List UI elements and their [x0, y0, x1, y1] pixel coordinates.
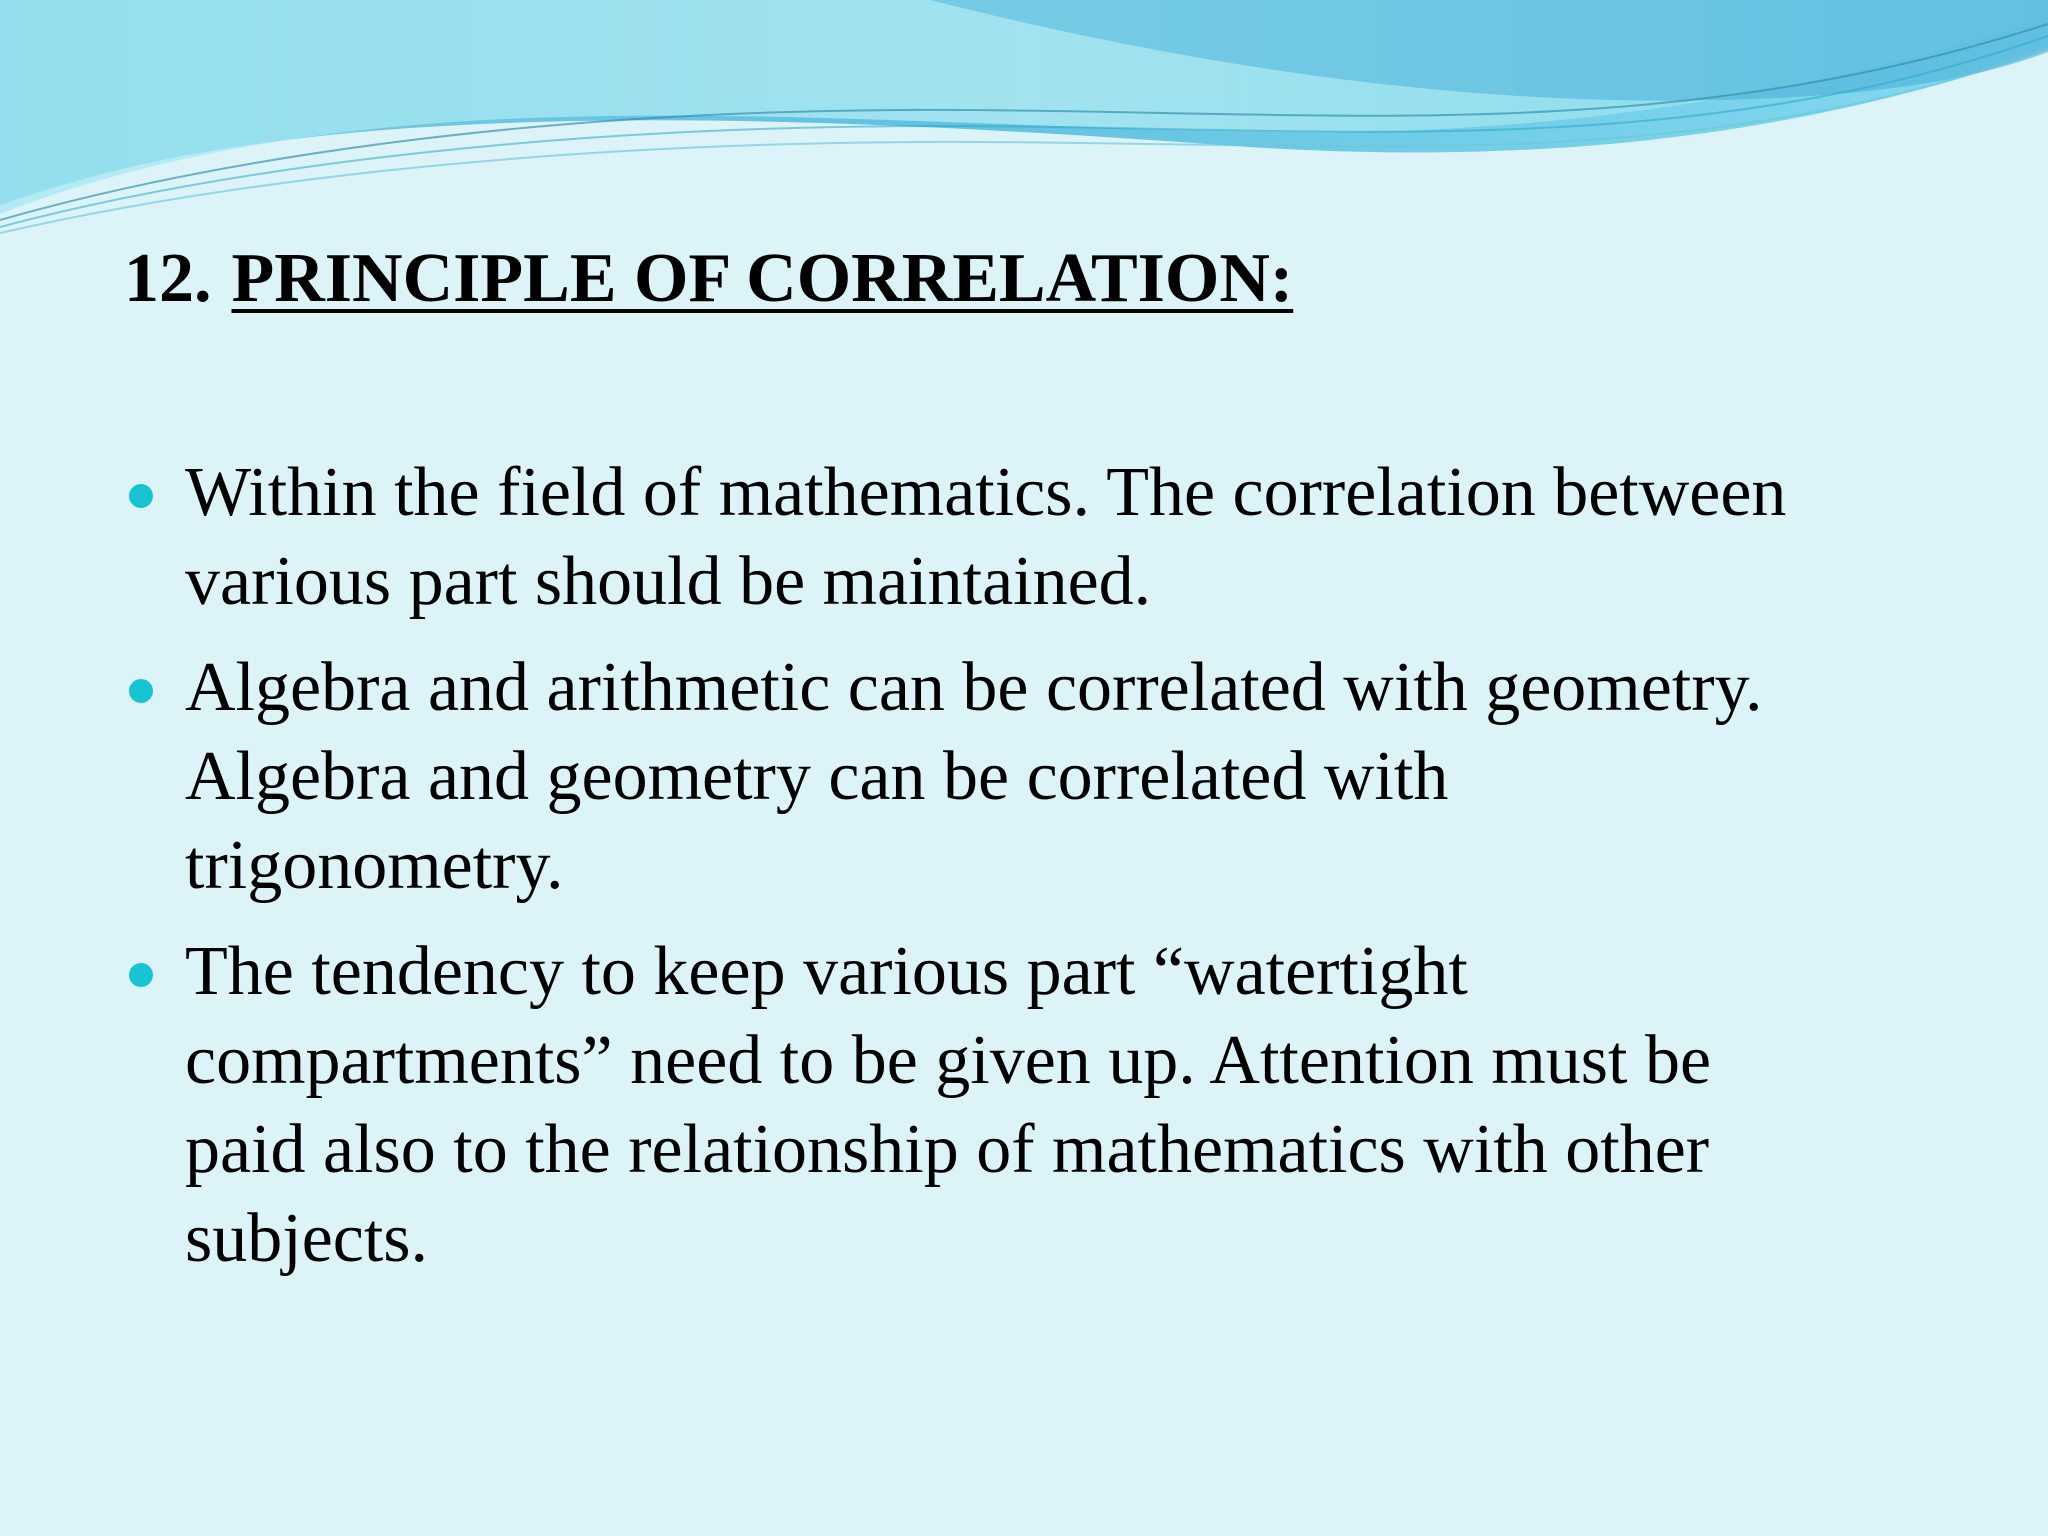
- bullet-item-1: [0, 448, 2048, 626]
- bullet-item-3: [0, 927, 2048, 1283]
- bullet-dot-icon: [129, 963, 153, 987]
- bullet-item-2: [0, 643, 2048, 910]
- bullet-list: [0, 448, 2048, 1300]
- slide-title: [124, 238, 1293, 320]
- bullet-dot-icon: [129, 484, 153, 508]
- bullet-text-1: Within the field of mathematics. The correlation between various part should be maintained.: [185, 454, 1787, 620]
- title-text: PRINCIPLE OF CORRELATION:: [231, 240, 1294, 317]
- decorative-wave-header: [0, 0, 2048, 260]
- bullet-text-3: The tendency to keep various part “watertight compartments” need to be given up. Attention must be paid also to the relationship of mathematics with other subjects.: [185, 933, 1712, 1277]
- title-number: 12.: [124, 240, 212, 317]
- bullet-text-2: Algebra and arithmetic can be correlated with geometry. Algebra and geometry can be correlated with trigonometry.: [185, 649, 1763, 904]
- bullet-dot-icon: [129, 679, 153, 703]
